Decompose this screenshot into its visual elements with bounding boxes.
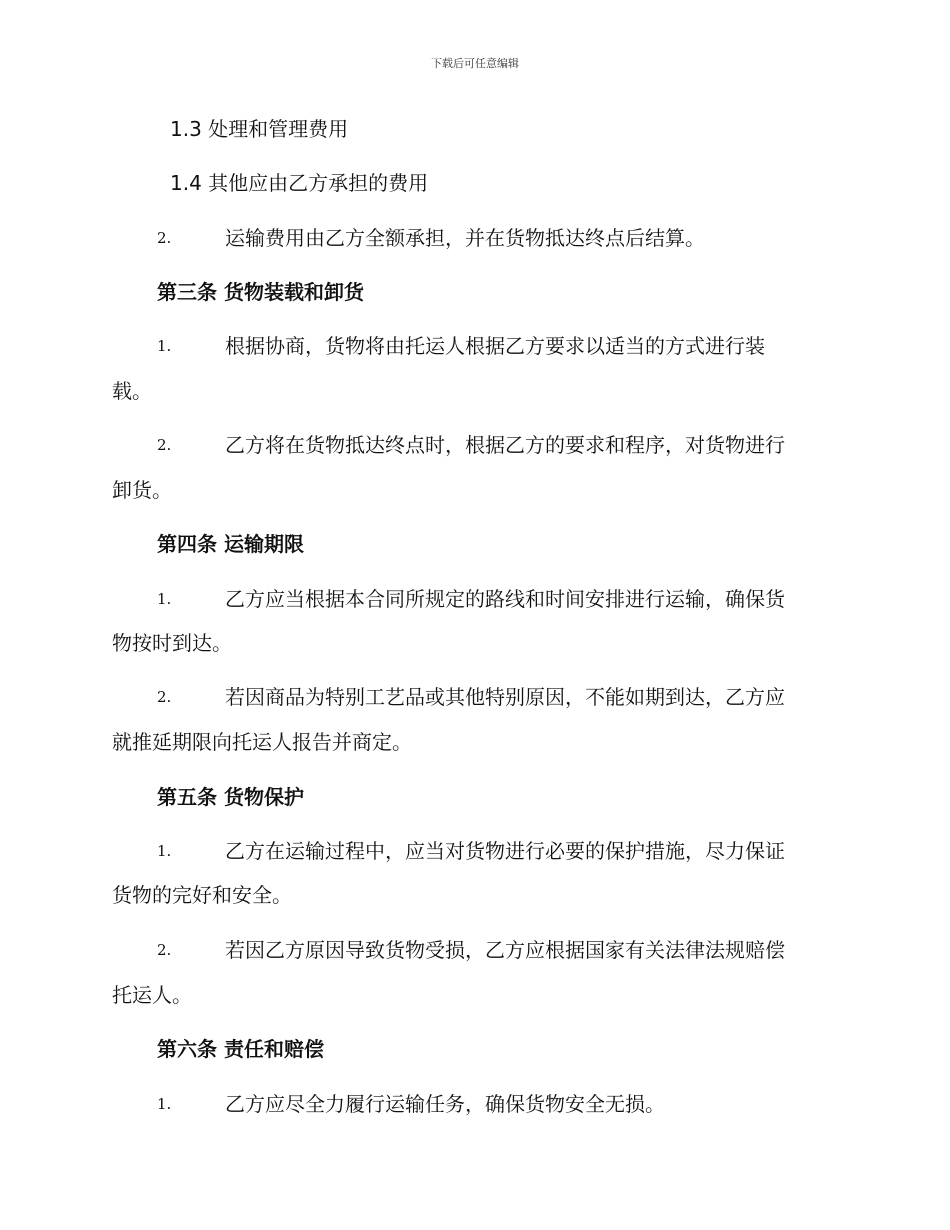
article-4-heading: 第四条 运输期限: [157, 532, 304, 556]
item-continuation: 就推延期限向托运人报告并商定。: [112, 730, 412, 754]
item-continuation: 载。: [112, 379, 152, 403]
item-text: 乙方应尽全力履行运输任务，确保货物安全无损。: [225, 1092, 665, 1116]
item-text: 若因商品为特别工艺品或其他特别原因，不能如期到达，乙方应: [225, 685, 785, 709]
item-number: 1.: [157, 337, 172, 355]
article-3-heading: 第三条 货物装载和卸货: [157, 280, 364, 304]
item-continuation: 托运人。: [112, 983, 192, 1007]
item-text: 乙方将在货物抵达终点时，根据乙方的要求和程序，对货物进行: [225, 433, 785, 457]
item-number: 2.: [157, 436, 172, 454]
item-number: 1.: [157, 590, 172, 608]
item-text: 乙方应当根据本合同所规定的路线和时间安排进行运输，确保货: [225, 587, 785, 611]
article-6-heading: 第六条 责任和赔偿: [157, 1037, 324, 1061]
item-number: 2.: [157, 229, 172, 247]
item-continuation: 物按时到达。: [112, 631, 232, 655]
item-text: 若因乙方原因导致货物受损，乙方应根据国家有关法律法规赔偿: [225, 938, 785, 962]
page-header-note: 下载后可任意编辑: [431, 57, 519, 70]
item-continuation: 卸货。: [112, 478, 172, 502]
item-text: 乙方在运输过程中，应当对货物进行必要的保护措施，尽力保证: [225, 839, 785, 863]
clause-1-3: 1.3 处理和管理费用: [170, 117, 349, 141]
item-text: 运输费用由乙方全额承担，并在货物抵达终点后结算。: [225, 226, 705, 250]
item-number: 2.: [157, 688, 172, 706]
clause-1-4: 1.4 其他应由乙方承担的费用: [170, 171, 429, 195]
article-5-heading: 第五条 货物保护: [157, 785, 304, 809]
item-number: 2.: [157, 941, 172, 959]
item-number: 1.: [157, 1095, 172, 1113]
item-text: 根据协商，货物将由托运人根据乙方要求以适当的方式进行装: [225, 334, 765, 358]
item-continuation: 货物的完好和安全。: [112, 883, 292, 907]
item-number: 1.: [157, 842, 172, 860]
